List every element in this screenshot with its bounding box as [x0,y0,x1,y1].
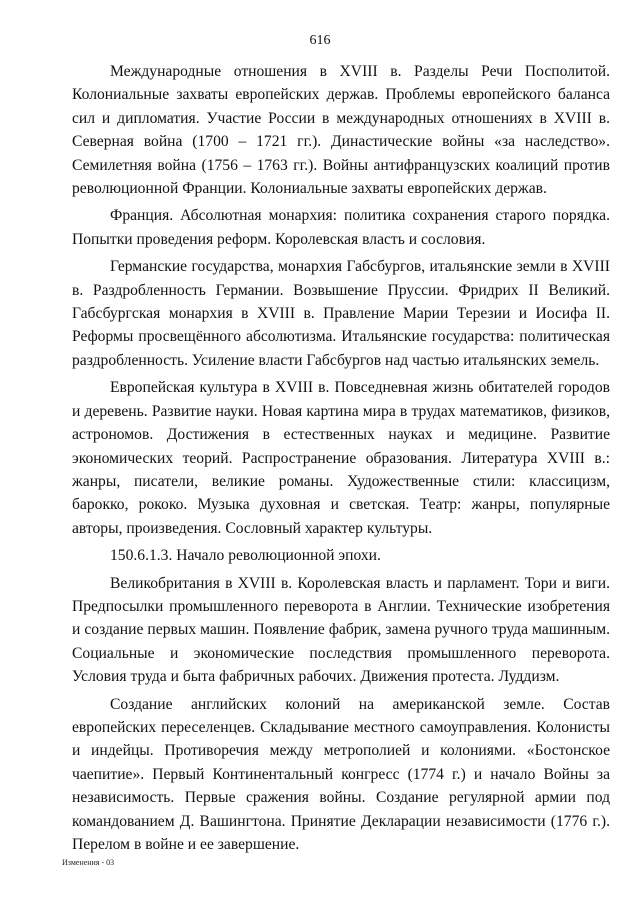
page-number: 616 [309,33,331,48]
document-body [72,60,610,860]
section-heading: 150.6.1.3. Начало революционной эпохи. [110,547,381,565]
paragraph-german-states: Германские государства, монархия Габсбургов, итальянские земли в XVIII в. Раздробленность Германии. Возвышение Пруссии. Фридрих II Великий. Габсбургская монархия в XVIII в. Правление Марии Терезии и Иосифа II. Реформы просвещённого абсолютизма. Итальянские государства: политическая раздробленность. Усиление власти Габсбургов над частью итальянских земель. [72,258,610,369]
paragraph-great-britain: Великобритания в XVIII в. Королевская власть и парламент. Тори и виги. Предпосылки промышленного переворота в Англии. Технические изобретения и создание первых машин. Появление фабрик, замена ручного труда машинным. Социальные и экономические последствия промышленного переворота. Условия труда и быта фабричных рабочих. Движения протеста. Луддизм. [72,574,610,686]
page-footer: Изменения - 03 [62,858,115,867]
paragraph-european-culture: Европейская культура в XVIII в. Повседневная жизнь обитателей городов и деревень. Развитие науки. Новая картина мира в трудах математиков, физиков, астрономов. Достижения в естественных науках и медицине. Развитие экономических теорий. Распространение образования. Литература XVIII в.: жанры, писатели, великие романы. Художественные стили: классицизм, барокко, рококо. Музыка духовная и светская. Театр: жанры, популярные авторы, произведения. Сословный характер культуры. [72,379,610,537]
paragraph-american-colonies: Создание английских колоний на американской земле. Состав европейских переселенцев. Складывание местного самоуправления. Колонисты и индейцы. Противоречия между метрополией и колониями. «Бостонское чаепитие». Первый Континентальный конгресс (1774 г.) и начало Войны за независимость. Первые сражения войны. Создание регулярной армии под командованием Д. Вашингтона. Принятие Декларации независимости (1776 г.). Перелом в войне и ее завершение. [72,695,610,853]
paragraph-france: Франция. Абсолютная монархия: политика сохранения старого порядка. Попытки проведения реформ. Королевская власть и сословия. [72,207,610,248]
paragraph-international-relations: Международные отношения в XVIII в. Разделы Речи Посполитой. Колониальные захваты европейских держав. Проблемы европейского баланса сил и дипломатия. Участие России в международных отношениях в XVIII в. Северная война (1700 – 1721 гг.). Династические войны «за наследство». Семилетняя война (1756 – 1763 гг.). Войны антифранцузских коалиций против революционной Франции. Колониальные захваты европейских держав. [72,63,610,198]
